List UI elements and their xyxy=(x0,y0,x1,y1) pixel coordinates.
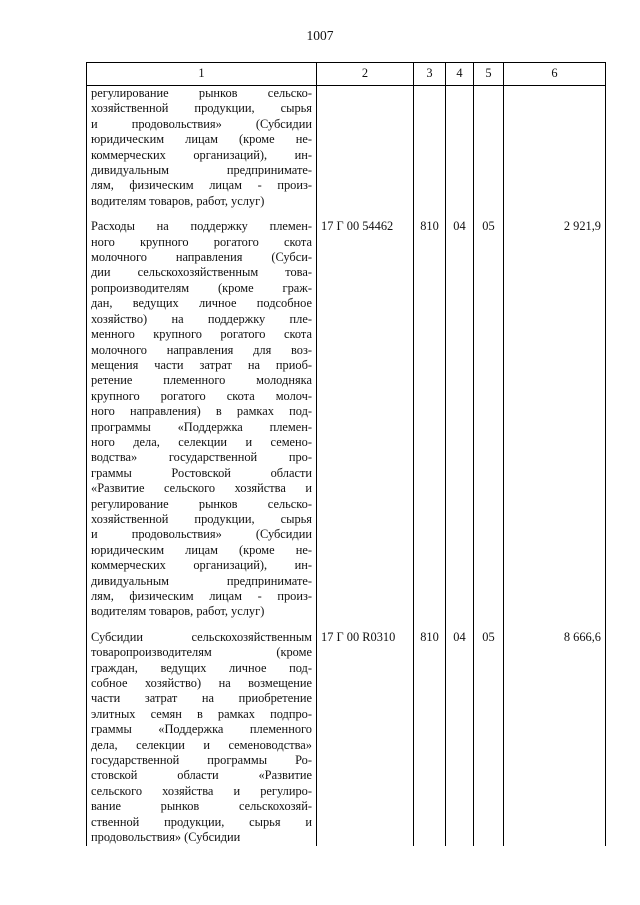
expense-type-code: 810 xyxy=(414,219,446,620)
description-line: крупного рогатого скота молоч- xyxy=(91,388,312,403)
description-line: хозяйственной продукции, сырья xyxy=(91,101,312,116)
section-code: 04 xyxy=(446,219,474,620)
column-header: 5 xyxy=(474,63,504,86)
description-line: дан, ведущих личное подсобное xyxy=(91,296,312,311)
description-line: ропроизводителям (кроме граж- xyxy=(91,280,312,295)
description-line: продовольствия» (Субсидии xyxy=(91,830,241,845)
row-gap xyxy=(87,209,606,219)
expense-description xyxy=(87,219,317,620)
table-row xyxy=(87,86,606,210)
description-line: и продовольствия» (Субсидии xyxy=(91,527,312,542)
column-header: 3 xyxy=(414,63,446,86)
description-line: стовской области «Развитие xyxy=(91,768,312,783)
description-line: мещения части затрат на приоб- xyxy=(91,357,312,372)
column-header: 6 xyxy=(504,63,606,86)
gap-cell xyxy=(87,620,317,630)
target-item-code: 17 Г 00 54462 xyxy=(317,219,414,620)
target-item-code: 17 Г 00 R0310 xyxy=(317,630,414,846)
description-line: регулирование рынков сельско- xyxy=(91,496,312,511)
description-line: молочного направления для воз- xyxy=(91,342,312,357)
gap-cell xyxy=(474,620,504,630)
description-line: Субсидии сельскохозяйственным xyxy=(91,629,312,644)
description-line: ного крупного рогатого скота xyxy=(91,234,312,249)
description-line: собное хозяйство) на возмещение xyxy=(91,676,312,691)
budget-table xyxy=(86,62,606,846)
section-code: 04 xyxy=(446,630,474,846)
description-line: регулирование рынков сельско- xyxy=(91,86,312,100)
description-line: граммы «Поддержка племенного xyxy=(91,722,312,737)
expense-description xyxy=(87,630,317,846)
description-line: лям, физическим лицам - произ- xyxy=(91,589,312,603)
gap-cell xyxy=(317,620,414,630)
description-line: ного направления) в рамках под- xyxy=(91,404,312,419)
column-header: 1 xyxy=(87,63,317,86)
gap-cell xyxy=(87,209,317,219)
description-line: лям, физическим лицам - произ- xyxy=(91,178,312,193)
description-line: дивидуальным предпринимате- xyxy=(91,163,312,178)
description-line: дии сельскохозяйственным това- xyxy=(91,265,312,280)
description-line: части затрат на приобретение xyxy=(91,691,312,706)
description-line: юридическим лицам (кроме не- xyxy=(91,542,312,557)
gap-cell xyxy=(414,620,446,630)
description-line: элитных семян в рамках подпро- xyxy=(91,706,312,721)
description-line: Расходы на поддержку племен- xyxy=(91,219,312,234)
description-line: граммы Ростовской области xyxy=(91,465,312,480)
description-line: и продовольствия» (Субсидии xyxy=(91,116,312,131)
page-number: 1007 xyxy=(306,28,334,43)
table-row xyxy=(87,630,606,846)
gap-cell xyxy=(446,620,474,630)
description-line: хозяйство) на поддержку пле- xyxy=(91,311,312,326)
description-line: «Развитие сельского хозяйства и xyxy=(91,481,312,496)
description-line: вание рынков сельскохозяй- xyxy=(91,799,312,814)
table-header-row xyxy=(87,63,606,86)
description-line: сельского хозяйства и регулиро- xyxy=(91,783,312,798)
gap-cell xyxy=(504,620,606,630)
expense-type-code: 810 xyxy=(414,630,446,846)
expense-type-code xyxy=(414,86,446,210)
target-item-code xyxy=(317,86,414,210)
description-line: коммерческих организаций), ин- xyxy=(91,558,312,573)
description-line: товаропроизводителям (кроме xyxy=(91,645,312,660)
gap-cell xyxy=(446,209,474,219)
section-code xyxy=(446,86,474,210)
gap-cell xyxy=(474,209,504,219)
expense-description xyxy=(87,86,317,210)
gap-cell xyxy=(504,209,606,219)
description-line: менного крупного рогатого скота xyxy=(91,327,312,342)
description-line: ного дела, селекции и семено- xyxy=(91,434,312,449)
amount-value xyxy=(504,86,606,210)
description-line: хозяйственной продукции, сырья xyxy=(91,511,312,526)
column-header: 2 xyxy=(317,63,414,86)
description-line: граждан, ведущих личное под- xyxy=(91,660,312,675)
gap-cell xyxy=(317,209,414,219)
description-line: юридическим лицам (кроме не- xyxy=(91,132,312,147)
description-line: ственной продукции, сырья и xyxy=(91,814,312,829)
amount-value: 8 666,6 xyxy=(504,630,606,846)
subsection-code: 05 xyxy=(474,630,504,846)
description-line: водителям товаров, работ, услуг) xyxy=(91,604,265,619)
description-line: государственной программы Ро- xyxy=(91,753,312,768)
description-line: дивидуальным предпринимате- xyxy=(91,573,312,588)
description-line: ретение племенного молодняка xyxy=(91,373,312,388)
gap-cell xyxy=(414,209,446,219)
description-line: водства» государственной про- xyxy=(91,450,312,465)
table-row xyxy=(87,219,606,620)
description-line: коммерческих организаций), ин- xyxy=(91,147,312,162)
subsection-code: 05 xyxy=(474,219,504,620)
column-header: 4 xyxy=(446,63,474,86)
description-line: молочного направления (Субси- xyxy=(91,250,312,265)
description-line: водителям товаров, работ, услуг) xyxy=(91,193,265,208)
amount-value: 2 921,9 xyxy=(504,219,606,620)
subsection-code xyxy=(474,86,504,210)
description-line: программы «Поддержка племен- xyxy=(91,419,312,434)
description-line: дела, селекции и семеноводства» xyxy=(91,737,312,752)
row-gap xyxy=(87,620,606,630)
